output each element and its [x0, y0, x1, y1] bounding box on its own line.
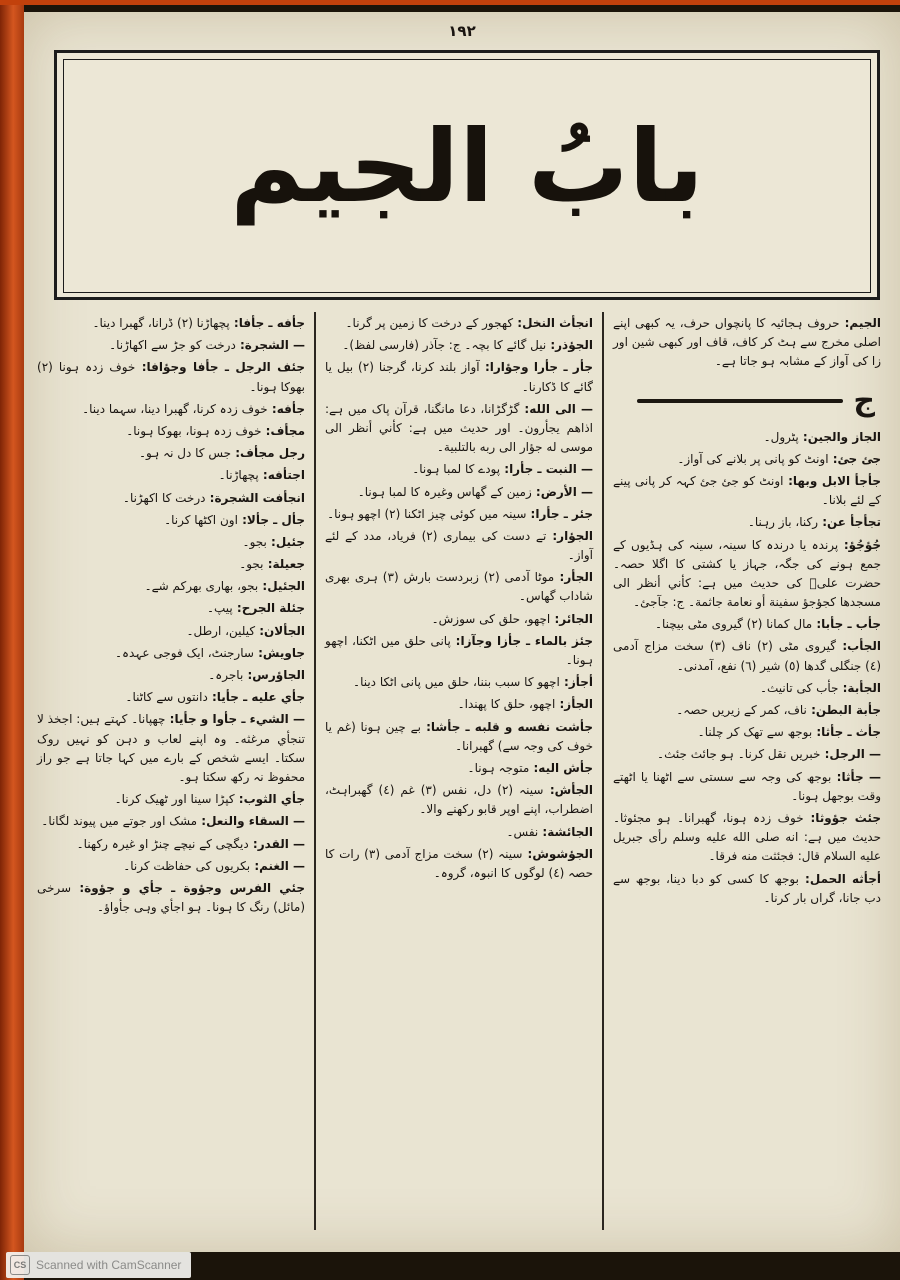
entry-headword: الجاؤرس:	[243, 668, 305, 682]
entry-definition: حروف ہجائیہ کا پانچواں حرف، یہ کبھی اپنے اصلی مخرج سے ہٹ کر کاف، قاف اور کبھی شین اور زا کی آواز کے مشابہ ہو جاتا ہے۔	[613, 316, 881, 369]
entry-headword: الجأب:	[836, 639, 881, 654]
entry-headword: مجأف:	[261, 423, 305, 438]
dictionary-entry	[37, 489, 305, 508]
entry-definition: کھجور کے درخت کا زمین پر گرنا۔	[345, 316, 514, 330]
dictionary-entry	[325, 718, 593, 756]
entry-definition: اون اکٹھا کرنا۔	[164, 512, 238, 527]
entry-definition: سینہ (٢) سخت مزاج آدمی (٣) رات کا حصہ (٤) لوگوں کا انبوہ، گروہ۔	[325, 846, 593, 880]
dictionary-entry	[37, 835, 305, 854]
entry-definition: پچھاڑنا (٢) ڈرانا، گھبرا دینا۔	[92, 316, 230, 330]
entry-definition: باجرہ۔	[208, 668, 244, 682]
dictionary-entry	[37, 314, 305, 333]
dictionary-entry	[325, 400, 593, 458]
entry-headword: جئيل:	[266, 534, 305, 549]
entry-definition: دانتوں سے کاٹنا۔	[125, 690, 208, 705]
entry-headword: الجأبة:	[838, 680, 881, 695]
dictionary-entry	[613, 723, 881, 742]
entry-headword: الجؤار:	[546, 528, 593, 543]
dictionary-entry	[37, 400, 305, 419]
book-spine	[0, 0, 24, 1280]
entry-headword: جئي الفرس وجؤوة ـ جأي و جؤوة:	[71, 880, 305, 895]
camscanner-label: Scanned with CamScanner	[36, 1258, 182, 1272]
entry-definition: موٹا آدمی (٢) زبردست بارش (٣) ہری بھری شاداب گھاس۔	[325, 570, 593, 604]
entry-headword: جئلة الجرح:	[232, 601, 305, 616]
entry-headword: جئث جؤوثا:	[803, 810, 882, 825]
entry-headword: انجأث النخل:	[513, 316, 593, 330]
dictionary-entry	[613, 428, 881, 447]
entry-headword: رجل مجأف:	[231, 446, 305, 461]
entry-headword: جأفه:	[267, 401, 305, 416]
chapter-title-inner-border	[63, 59, 871, 293]
entry-definition: گڑگڑانا، دعا مانگنا، قرآن پاک میں ہے: اذاهم يجأرون۔ اور حدیث میں ہے: كأني أنظر الى موسى له جؤار الى ربه بالتلبية۔	[325, 401, 593, 455]
entry-headword: جأي الثوب:	[234, 792, 305, 807]
entry-headword: الجئيل:	[258, 579, 305, 594]
entry-headword: جاويش:	[253, 645, 305, 660]
entry-headword: الجاز والجين:	[798, 429, 881, 444]
entry-headword: — السقاء والنعل:	[197, 814, 305, 829]
dictionary-entry	[325, 695, 593, 714]
entry-headword: الجأز:	[555, 697, 593, 712]
section-rule	[637, 399, 843, 403]
entry-definition: کپڑا سینا اور ٹھیک کرنا۔	[114, 792, 235, 807]
entry-headword: الجؤشوش:	[522, 846, 593, 861]
entry-headword: — الى الله:	[519, 401, 594, 416]
dictionary-entry	[37, 511, 305, 530]
entry-headword: جئف الرجل ـ جأفا وجؤافا:	[135, 360, 305, 375]
entry-headword: — الغنم:	[250, 858, 305, 873]
dictionary-page	[24, 12, 900, 1252]
dictionary-entry	[325, 505, 593, 524]
entry-definition: جس کا دل نہ ہو۔	[139, 446, 232, 461]
dictionary-entry	[37, 688, 305, 707]
entry-headword: انجأفت الشجرة:	[205, 490, 305, 505]
entry-definition: دیگچی کے نیچے چنڑ او غیرہ رکھنا۔	[76, 836, 249, 851]
dictionary-entry	[325, 336, 593, 355]
entry-headword: — الأرض:	[531, 484, 593, 499]
entry-headword: جئر ـ جأرا:	[526, 506, 593, 521]
dictionary-entry	[613, 314, 881, 372]
entry-definition: گیروی مٹی (٢) ناف (٣) سخت مزاج آدمی (٤) جنگلی گدھا (٥) شیر (٦) نفع، آمدنی۔	[613, 639, 881, 673]
column-middle	[316, 312, 604, 1230]
entry-definition: اونٹ کو جئ جئ کہہ کر پانی پینے کے لئے بلانا۔	[613, 473, 881, 508]
page-number: ١٩٢	[448, 22, 476, 40]
dictionary-entry	[325, 845, 593, 883]
entry-headword: — القدر:	[248, 836, 305, 851]
entry-headword: الجيم:	[839, 316, 881, 330]
entry-headword: الجؤذر:	[546, 338, 593, 353]
dictionary-entry	[37, 666, 305, 685]
entry-definition: خوف زدہ ہونا، بھوکا ہونا۔	[126, 423, 262, 438]
entry-definition: اچھو، حلق کی سوزش۔	[431, 611, 551, 626]
dictionary-entry	[37, 358, 305, 396]
entry-headword: جأب ـ جأبا:	[812, 617, 881, 632]
camscanner-watermark	[6, 1252, 191, 1278]
entry-headword: جأش اليه:	[529, 760, 593, 775]
dictionary-entry	[37, 533, 305, 552]
entry-headword: — النبت ـ جأرا:	[500, 462, 593, 477]
dictionary-entry	[613, 701, 881, 720]
entry-headword: الجألان:	[255, 623, 305, 638]
dictionary-entry	[325, 781, 593, 819]
entry-definition: چھپانا۔ کہتے ہیں: اجخذ لا تنجأي مرغثه۔ وہ اپنے لعاب و دہن کو نہیں روک سکتا۔ ایسے شخص کے بارے میں کہا جاتا ہے جو راز محفوظ نہ رکھ سکتا ہو۔	[37, 712, 305, 784]
entry-definition: جأب کی تانیث۔	[759, 680, 839, 695]
entry-definition: بجو۔	[242, 534, 267, 549]
entry-headword: الجأر:	[554, 570, 593, 585]
entry-definition: اچھو کا سبب بننا، حلق میں پانی اٹکا دینا۔	[353, 675, 560, 690]
entry-headword: تجأجأ عن:	[818, 515, 881, 530]
dictionary-entry	[325, 460, 593, 479]
text-columns	[28, 312, 890, 1230]
dictionary-entry	[613, 745, 881, 764]
entry-definition: درخت کا اکھڑنا۔	[122, 490, 206, 505]
entry-headword: جأل ـ جألا:	[237, 512, 305, 527]
dictionary-entry	[613, 615, 881, 634]
book-cover-top-edge	[0, 0, 900, 5]
dictionary-entry	[37, 555, 305, 574]
dictionary-entry	[37, 444, 305, 463]
dictionary-entry	[37, 577, 305, 596]
entry-headword: جأجأ الابل وبها:	[783, 473, 881, 488]
camscanner-logo-icon: CS	[10, 1255, 30, 1275]
entry-definition: اچھو، حلق کا پھندا۔	[457, 697, 556, 712]
dictionary-entry	[325, 759, 593, 778]
entry-headword: جئ جئ:	[828, 451, 881, 466]
column-right	[604, 312, 890, 1230]
entry-definition: مشک اور جوتے میں پیوند لگانا۔	[41, 814, 198, 829]
entry-definition: پچھاڑنا۔	[218, 468, 259, 483]
dictionary-entry	[37, 622, 305, 641]
dictionary-entry	[325, 823, 593, 842]
dictionary-entry	[37, 336, 305, 355]
dictionary-entry	[37, 879, 305, 917]
entry-definition: خبریں نقل کرنا۔ ہو جائث جئث۔	[657, 747, 821, 762]
entry-definition: سارجنٹ، ایک فوجی عہدہ۔	[114, 645, 254, 660]
entry-headword: — جأثا:	[831, 769, 882, 784]
entry-definition: خوف زدہ کرنا، گھبرا دینا، سہما دینا۔	[82, 401, 268, 416]
dictionary-entry	[325, 632, 593, 670]
entry-headword: — الشيء ـ جأوا و جأيا:	[165, 712, 305, 727]
dictionary-entry	[613, 679, 881, 698]
entry-headword: جأفه ـ جأفا:	[229, 316, 305, 330]
entry-definition: اونٹ کو پانی پر بلانے کی آواز۔	[677, 451, 829, 466]
entry-definition: متوجہ ہونا۔	[467, 760, 530, 775]
dictionary-entry	[37, 812, 305, 831]
entry-headword: جأبة البطن:	[806, 703, 881, 717]
entry-headword: الجائشة:	[538, 824, 593, 839]
dictionary-entry	[37, 599, 305, 618]
dictionary-entry	[613, 472, 881, 510]
entry-headword: جعيلة:	[263, 557, 305, 572]
entry-definition: نیل گائے کا بچہ۔ ج: جآذر (فارسی لفظ)۔	[342, 338, 547, 353]
entry-definition: بجو۔	[239, 557, 264, 572]
entry-headword: الجأش:	[543, 783, 593, 798]
entry-headword: اجتأفه:	[258, 468, 305, 483]
dictionary-entry	[613, 536, 881, 613]
entry-definition: رکنا، باز رہنا۔	[747, 515, 819, 530]
entry-definition: سینہ (٢) دل، نفس (٣) غم (٤) گھبراہٹ، اضطراب، اپنے اوپر قابو رکھنے والا۔	[325, 783, 593, 817]
dictionary-entry	[37, 857, 305, 876]
dictionary-entry	[37, 790, 305, 809]
dictionary-entry	[325, 314, 593, 333]
entry-definition: بوجھ سے تھک کر چلنا۔	[697, 725, 813, 740]
entry-definition: پودے کا لمبا ہونا۔	[412, 462, 501, 477]
entry-definition: کیلین، ارطل۔	[186, 623, 256, 638]
dictionary-entry	[613, 768, 881, 806]
dictionary-entry	[613, 450, 881, 469]
entry-definition: بکریوں کی حفاظت کرنا۔	[123, 858, 251, 873]
entry-definition: زمین کے گھاس وغیرہ کا لمبا ہونا۔	[357, 484, 532, 499]
entry-headword: أجأز:	[559, 675, 593, 690]
entry-headword: جأي عليه ـ جأيا:	[207, 690, 305, 705]
dictionary-entry	[613, 870, 881, 908]
section-letter: ج	[853, 382, 875, 418]
dictionary-entry	[325, 568, 593, 606]
entry-headword: جُؤجُؤ:	[838, 537, 881, 552]
entry-definition: آواز بلند کرنا، گرجنا (٢) بیل یا گائے کا ڈکارنا۔	[325, 360, 593, 394]
entry-definition: بوجھ کی وجہ سے سستی سے اٹھنا یا اٹھتے وقت بوجھل ہونا۔	[613, 769, 881, 803]
chapter-title-box	[54, 50, 880, 300]
entry-definition: ناف، کمر کے زیریں حصہ۔	[676, 703, 807, 717]
dictionary-entry	[37, 422, 305, 441]
entry-definition: تے دست کی بیماری (٢) فریاد، مدد کے لئے آواز۔	[325, 528, 593, 563]
entry-headword: — الرجل:	[820, 747, 881, 762]
entry-headword: جأشت نفسه و قلبه ـ جأشا:	[420, 719, 593, 734]
dictionary-entry	[613, 809, 881, 867]
dictionary-entry	[325, 527, 593, 565]
dictionary-entry	[37, 466, 305, 485]
entry-definition: پیپ۔	[206, 601, 233, 616]
chapter-title: بابُ الجيم	[230, 108, 704, 225]
entry-definition: پٹرول۔	[763, 429, 799, 444]
entry-headword: جأث ـ جأثا:	[812, 725, 881, 740]
entry-headword: — الشجرة:	[235, 338, 305, 353]
entry-definition: درخت کو جڑ سے اکھاڑنا۔	[109, 338, 236, 353]
dictionary-entry	[37, 644, 305, 663]
entry-definition: سرخی (مائل) رنگ کا ہونا۔ ہو اجأي وہی جأواؤ۔	[37, 880, 305, 915]
dictionary-entry	[325, 673, 593, 692]
dictionary-entry	[613, 637, 881, 675]
entry-definition: سینہ میں کوئی چیز اٹکنا (٢) اچھو ہونا۔	[327, 506, 527, 521]
dictionary-entry	[37, 710, 305, 787]
entry-definition: نفس۔	[506, 824, 539, 839]
entry-definition: بوجھ کا کسی کو دبا دینا، بوجھ سے دب جانا، گراں بار کرنا۔	[613, 871, 881, 905]
dictionary-entry	[613, 513, 881, 532]
section-heading-letter	[637, 382, 875, 418]
entry-definition: خوف زدہ ہونا، گھبرانا۔ ہو مجئوثا۔ حدیث میں ہے: انه صلى الله عليه وسلم رأى جبريل عليه السلام قال: فجئثت منه فرقا۔	[613, 810, 881, 864]
dictionary-entry	[325, 483, 593, 502]
entry-headword: جئز بالماء ـ جأزا وجآزا:	[450, 633, 593, 648]
entry-definition: خوف زدہ ہونا (٢) بھوکا ہونا۔	[37, 360, 305, 394]
entry-headword: أجأثه الحمل:	[798, 871, 881, 886]
entry-definition: مال کمانا (٢) گیروی مٹی بیچنا۔	[654, 617, 813, 632]
entry-headword: جأر ـ جأرا وجؤارا:	[479, 360, 593, 375]
dictionary-entry	[325, 358, 593, 396]
entry-headword: الجائر:	[550, 611, 593, 626]
entry-definition: بے چین ہونا (غم یا خوف کی وجہ سے) گھبرانا۔	[325, 719, 593, 753]
entry-definition: پانی حلق میں اٹکنا، اچھو ہونا۔	[325, 633, 593, 667]
entry-definition: پرندہ یا درندہ کا سینہ، سینہ کی ہڈیوں کے جمع ہونے کی جگہ، جہاز یا کشتی کا اگلا حصہ۔ حضرت علیؓ کی حدیث میں ہے: كأني أنظر الى مسجدها كجؤجؤ سفينة أو نعامة جاثمة۔ ج: جآجئ۔	[613, 537, 881, 610]
entry-definition: بجو، بھاری بھرکم شے۔	[144, 579, 259, 594]
dictionary-entry	[325, 610, 593, 629]
column-left	[28, 312, 316, 1230]
